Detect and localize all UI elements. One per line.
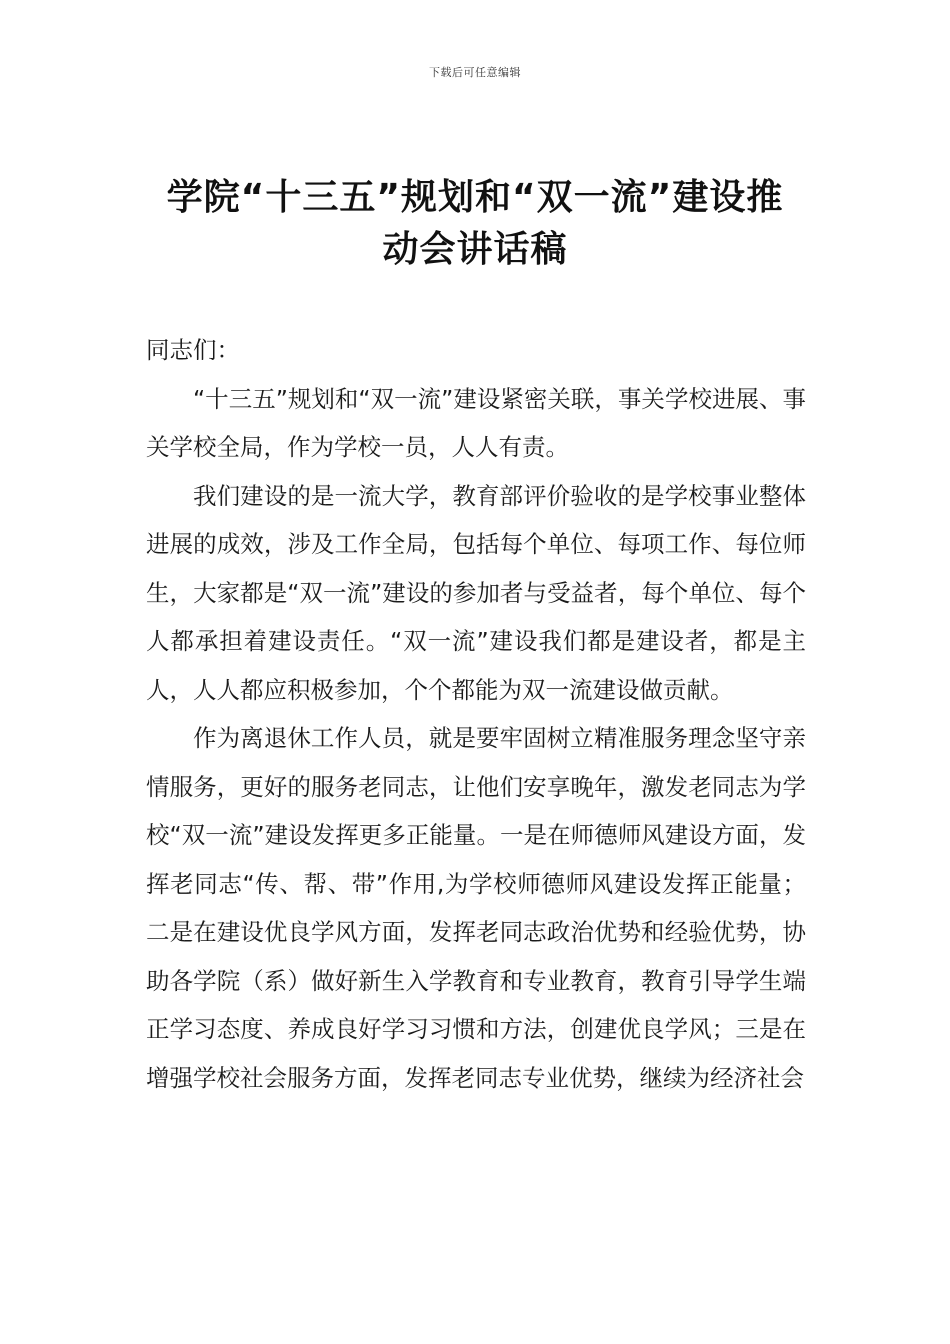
document-body xyxy=(146,326,806,1102)
title-line-1: 学院“十三五”规划和“双一流”建设推 xyxy=(166,177,784,218)
header-note: 下载后可任意编辑 xyxy=(429,66,521,79)
title-line-2: 动会讲话稿 xyxy=(382,229,568,270)
paragraph-3: 作为离退休工作人员，就是要牢固树立精准服务理念坚守亲情服务，更好的服务老同志，让他们安享晚年，激发老同志为学校“双一流”建设发挥更多正能量。一是在师德师风建设方面，发挥老同志“传、帮、带”作用,为学校师德师风建设发挥正能量；二是在建设优良学风方面，发挥老同志政治优势和经验优势，协助各学院（系）做好新生入学教育和专业教育，教育引导学生端正学习态度、养成良好学习习惯和方法，创建优良学风；三是在增强学校社会服务方面，发挥老同志专业优势，继续为经济社会 xyxy=(146,724,806,1092)
salutation: 同志们： xyxy=(146,336,240,364)
paragraph-2: 我们建设的是一流大学，教育部评价验收的是学校事业整体进展的成效，涉及工作全局，包括每个单位、每项工作、每位师生，大家都是“双一流”建设的参加者与受益者，每个单位、每个人都承担着建设责任。“双一流”建设我们都是建设者，都是主人，人人都应积极参加，个个都能为双一流建设做贡献。 xyxy=(146,481,806,704)
document-title xyxy=(140,172,810,276)
paragraph-1: “十三五”规划和“双一流”建设紧密关联，事关学校进展、事关学校全局，作为学校一员，人人有责。 xyxy=(146,384,806,461)
